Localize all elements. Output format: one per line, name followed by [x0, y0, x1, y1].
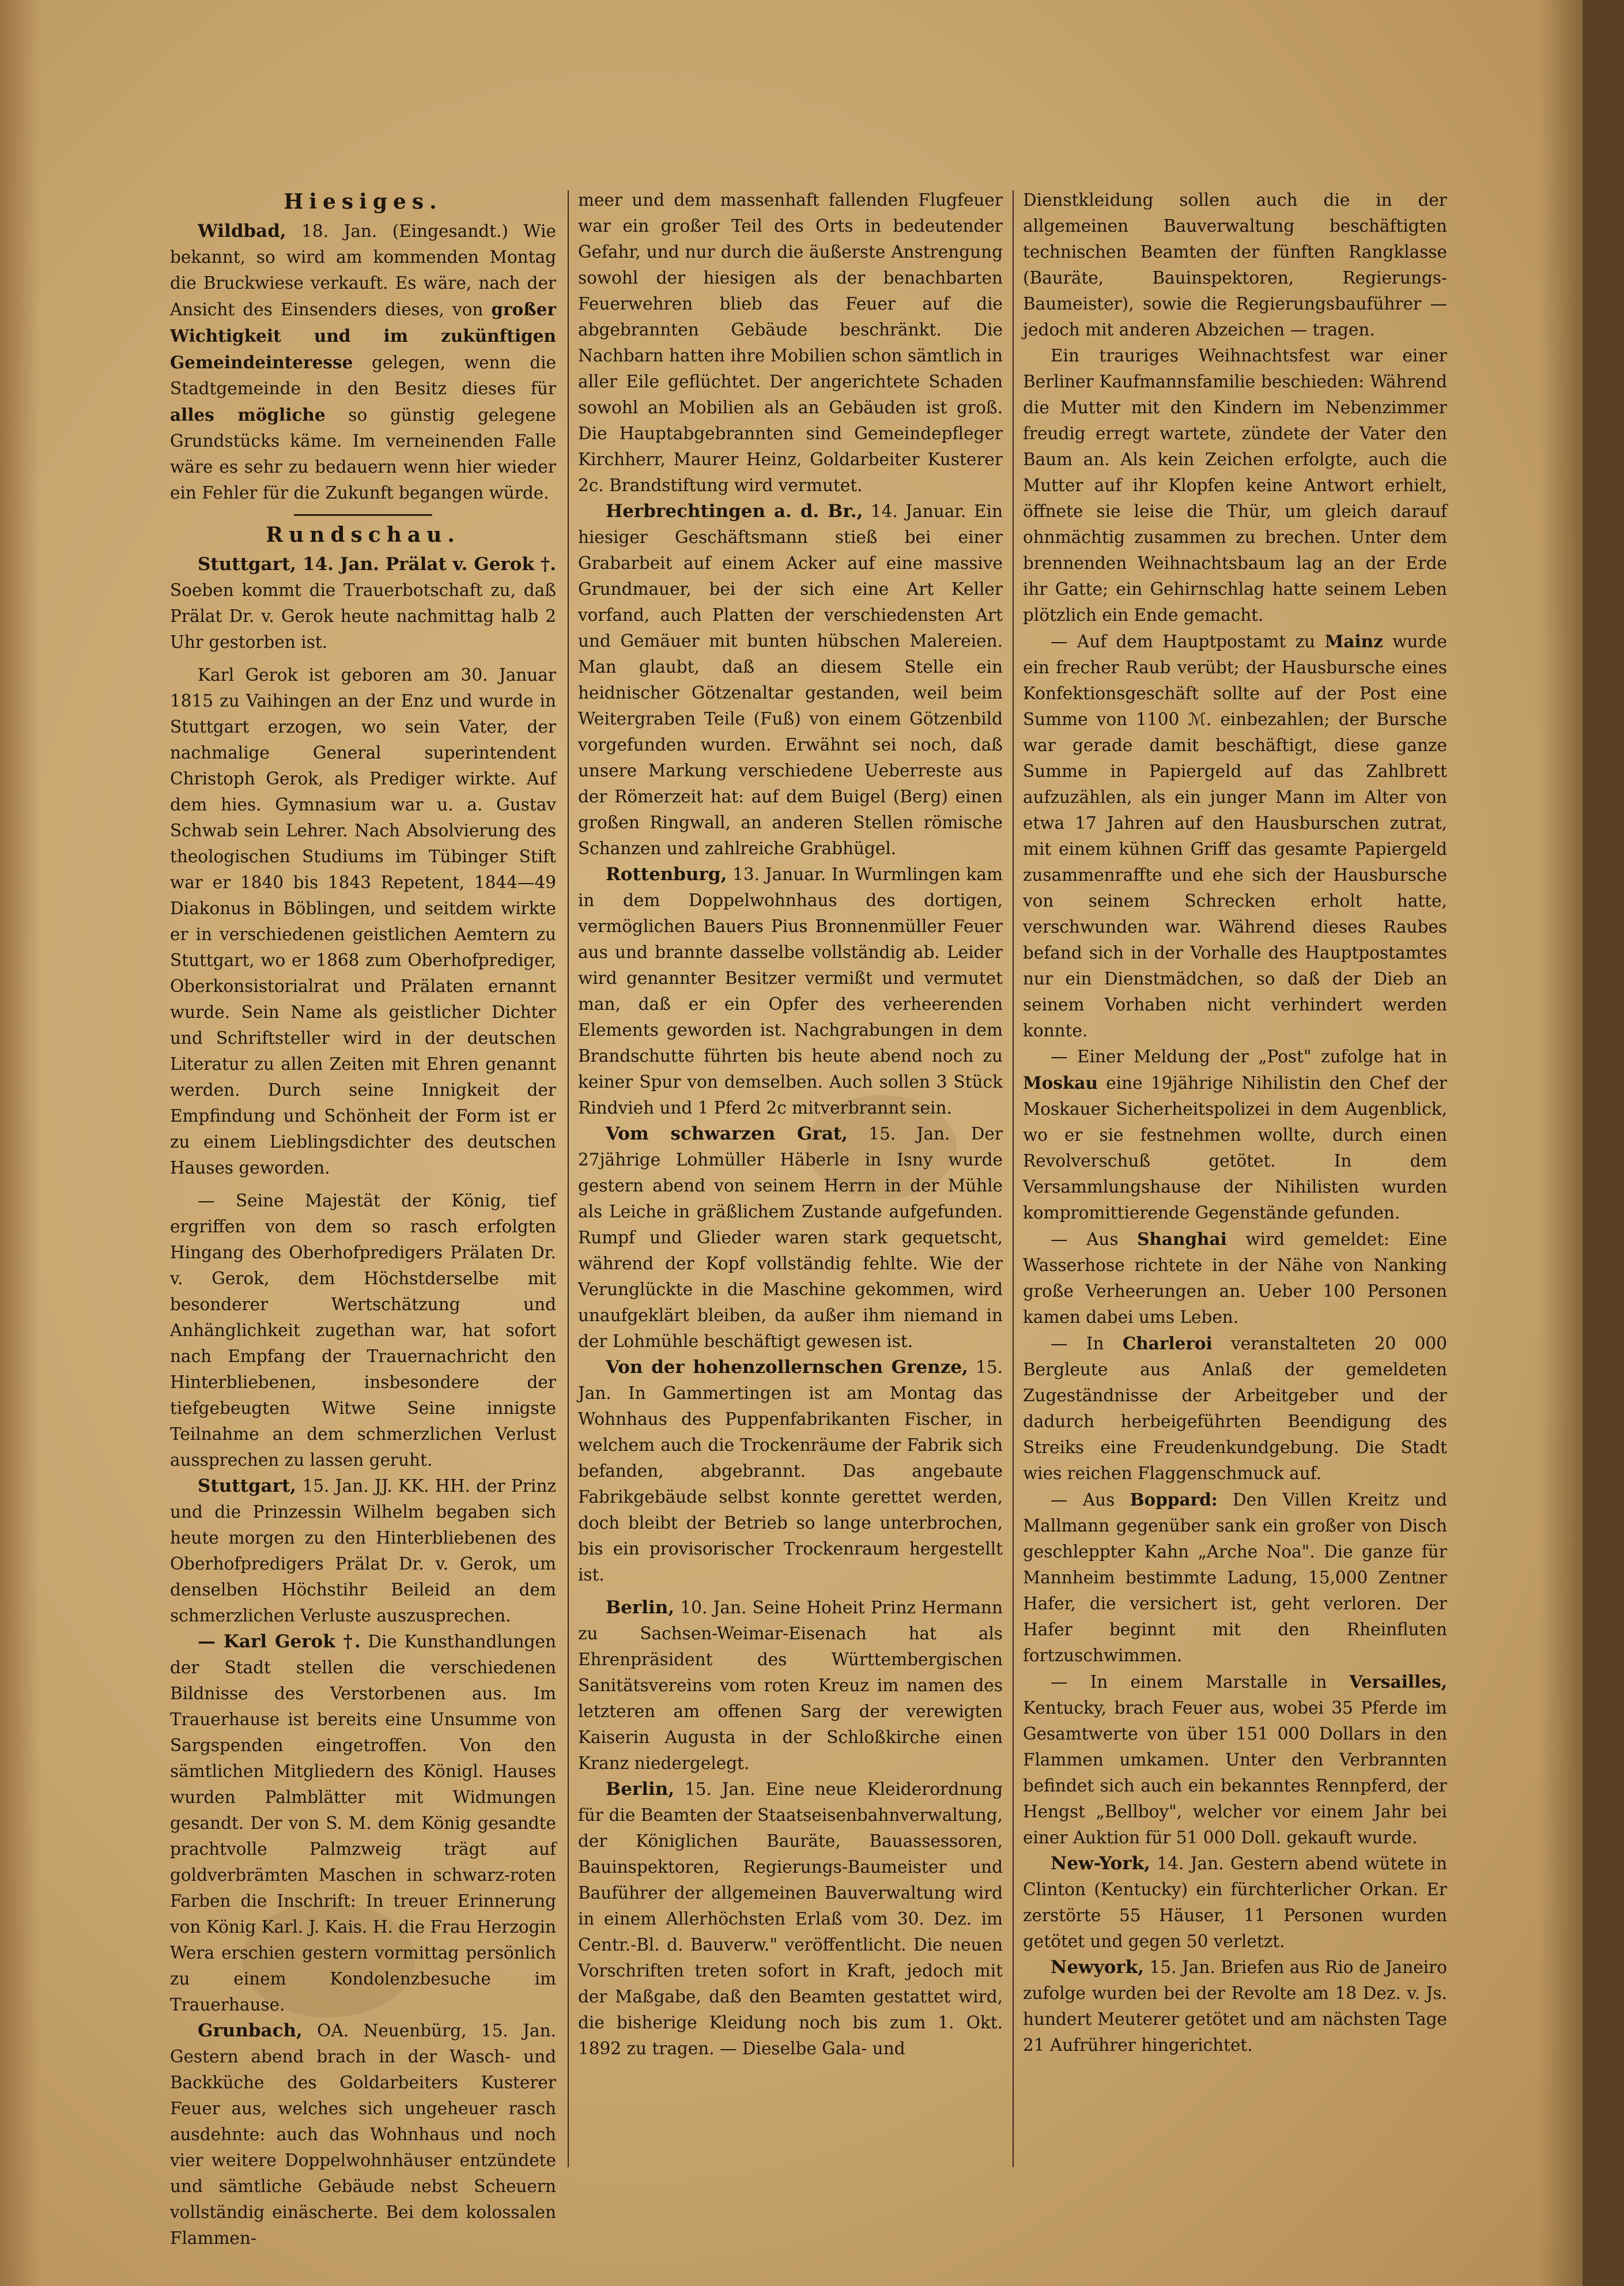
article-text: 18. Jan. (Eingesandt.) Wie bekannt, so wird am kommenden Montag die Bruckwiese verkauft. Es wäre, nach der Ansicht des Einsenders dieses, von: [170, 221, 556, 319]
article-stuttgart-gerok: [170, 552, 556, 655]
page-shadow-left: [0, 0, 40, 2286]
section-divider: [294, 514, 432, 516]
dateline: New-York,: [1051, 1853, 1150, 1874]
article-berlin-1: [578, 1595, 1003, 1776]
article-text: 15. Jan. In Gammertingen ist am Montag das Wohnhaus des Puppenfabrikanten Fischer, in welchem auch die Trockenräume der Fabrik sich befanden, abgebrannt. Das angebaute Fabrikgebäude selbst konnte gerettet werden, doch bleibt der Betrieb so lange unterbrochen, bis ein provisorischer Trockenraum hergestellt ist.: [578, 1357, 1003, 1585]
dateline: Rottenburg,: [606, 864, 727, 885]
dateline: Grunbach,: [198, 2020, 303, 2041]
place-name: Boppard:: [1130, 1489, 1218, 1510]
article-text: 13. Januar. In Wurmlingen kam in dem Doppelwohnhaus des dortigen, vermöglichen Bauers Pius Bronnenmüller Feuer aus und brannte dasselbe vollständig ab. Leider wird genannter Besitzer vermißt und vermutet man, daß er ein Opfer des verheerenden Elements geworden ist. Nachgrabungen in dem Brandschutte führten bis heute abend noch zu keiner Spur von demselben. Auch sollen 3 Stück Rindvieh und 1 Pferd 2c mitverbrannt sein.: [578, 865, 1003, 1118]
article-grunbach-continued: meer und dem massenhaft fallenden Flugfeuer war ein großer Teil des Orts in bedeutender Gefahr, und nur durch die äußerste Anstrengung sowohl der hiesigen als der benachbarten Feuerwehren blieb das Feuer auf die abgebrannten Gebäude beschränkt. Die Nachbarn hatten ihre Mobilien schon sämtlich in aller Eile geflüchtet. Der angerichtete Schaden sowohl an Mobilien als an Gebäuden ist groß. Die Hauptabgebrannten sind Gemeindepfleger Kirchherr, Maurer Heinz, Goldarbeiter Kusterer 2c. Brandstiftung wird vermutet.: [578, 190, 1003, 495]
article-text: gelegen, wenn die Stadtgemeinde in den Besitz dieses für: [170, 353, 556, 398]
article-text: — Einer Meldung der „Post" zufolge hat in: [1051, 1047, 1447, 1066]
article-text: 14. Januar. Ein hiesiger Geschäftsmann stieß bei einer Grabarbeit auf einem Acker auf eine massive Grundmauer, bei der sich eine Art Keller vorfand, auch Platten der verschiedensten Art und Gemäuer mit bunten hübschen Malereien. Man glaubt, daß an diesem Stelle ein heidnischer Götzenaltar gestanden, weil beim Weitergraben Teile (Fuß) von einem Götzenbild vorgefunden wurden. Erwähnt sei noch, daß unsere Markung verschiedene Ueberreste aus der Römerzeit hat: auf dem Buigel (Berg) einen großen Ringwall, an anderen Stellen römische Schanzen und zahlreiche Grabhügel.: [578, 501, 1003, 858]
emphasis: alles mögliche: [170, 405, 326, 425]
article-grunbach: [170, 2018, 556, 2251]
article-berlin-2-continued: Dienstkleidung sollen auch die in der allgemeinen Bauverwaltung beschäftigten technischen Beamten der fünften Rangklasse (Bauräte, Bauinspektoren, Regierungs-Baumeister), sowie die Regierungsbauführer — jedoch mit anderen Abzeichen — tragen.: [1023, 190, 1447, 339]
section-heading-hiesiges: Hiesiges.: [284, 190, 443, 214]
dateline: Berlin,: [606, 1779, 675, 1800]
article-text: OA. Neuenbürg, 15. Jan. Gestern abend brach in der Wasch- und Backküche des Goldarbeiters Kusterer Feuer aus, welches sich ungeheuer rasch ausdehnte: auch das Wohnhaus und noch vier weitere Doppelwohnhäuser entzündete und sämtliche Gebäude nebst Scheuern vollständig einäscherte. Bei dem kolossalen Flammen-: [170, 2021, 556, 2248]
place-name: Charleroi: [1122, 1333, 1213, 1353]
article-text: wird gemeldet: Eine Wasserhose richtete in der Nähe von Nanking große Verheerungen an. Ueber 100 Personen kamen dabei ums Leben.: [1023, 1229, 1448, 1327]
article-shanghai: [1023, 1226, 1447, 1330]
article-karl-gerok: [170, 1629, 556, 2018]
dateline: Von der hohenzollernschen Grenze,: [606, 1357, 968, 1378]
article-berlin-2: [578, 1776, 1003, 2062]
article-weihnacht: Ein trauriges Weihnachtsfest war einer Berliner Kaufmannsfamilie beschieden: Während die Mutter mit den Kindern im Nebenzimmer freudig erregt wartete, zündete der Vater den Baum an. Als kein Zeichen erfolgte, auch die Mutter auf ihr Klopfen keine Antwort erhielt, öffnete sie leise die Thür, um gleich darauf ohnmächtig zusammen zu brechen. Unter dem brennenden Weihnachtsbaum lag an der Erde ihr Gatte; ein Gehirnschlag hatte seinem Leben plötzlich ein Ende gemacht.: [1023, 346, 1447, 625]
place-name: Shanghai: [1137, 1229, 1227, 1249]
page-shadow-right: [1539, 0, 1579, 2286]
emphasis: großer Wichtigkeit und im zukünftigen Gemeindeinteresse: [170, 299, 556, 372]
dateline: Stuttgart, 14. Jan. Prälat v. Gerok †.: [198, 554, 556, 575]
article-text: veranstalteten 20 000 Bergleute aus Anlaß der gemeldeten Zugeständnisse der Arbeitgeber und der dadurch herbeigeführten Beendigung des Streiks eine Freudenkundgebung. Die Stadt wies reichen Flaggenschmuck auf.: [1023, 1334, 1447, 1483]
dateline: Vom schwarzen Grat,: [606, 1123, 848, 1144]
dateline: Wildbad,: [198, 221, 286, 242]
place-name: Moskau: [1023, 1073, 1098, 1093]
dateline: Berlin,: [606, 1597, 675, 1618]
column-divider: [1013, 190, 1014, 2167]
article-text: 15. Jan. Der 27jährige Lohmüller Häberle in Isny wurde gestern abend von seinem Herrn in der Mühle als Leiche in gräßlichem Zustande aufgefunden. Rumpf und Glieder waren stark gequetscht, während der Kopf vollständig fehlte. Wie der Verunglückte in die Maschine gekommen, wird unaufgeklärt bleiben, da außer ihm niemand in der Lohmühle beschäftigt gewesen ist.: [578, 1124, 1003, 1351]
article-text: Die Kunsthandlungen der Stadt stellen die verschiedenen Bildnisse des Verstorbenen aus. Im Trauerhause ist bereits eine Unsumme von Sargspenden eingetroffen. Von den sämtlichen Mitgliedern des Königl. Hauses wurden Palmblätter mit Widmungen gesandt. Der von S. M. dem König gesandte prachtvolle Palmzweig trägt auf goldverbrämten Maschen in schwarz-roten Farben die Inschrift: In treuer Erinnerung von König Karl. J. Kais. H. die Frau Herzogin Wera erschien gestern vormittag persönlich zu einem Kondolenzbesuche im Trauerhause.: [170, 1632, 556, 2015]
article-versailles: [1023, 1669, 1447, 1851]
dateline: — Karl Gerok †.: [198, 1631, 361, 1652]
article-charleroi: [1023, 1330, 1447, 1487]
article-text: Kentucky, brach Feuer aus, wobei 35 Pferde im Gesamtwerte von über 151 000 Dollars in den Flammen umkamen. Unter den Verbrannten befindet sich auch ein bekanntes Rennpferd, der Hengst „Bellboy", welcher vor einem Jahr bei einer Auktion für 51 000 Doll. gekauft wurde.: [1023, 1698, 1447, 1847]
article-text: — Aus: [1051, 1490, 1130, 1510]
article-stuttgart-prinz: [170, 1473, 556, 1629]
article-text: so günstig gelegene Grundstücks käme. Im verneinenden Falle wäre es sehr zu bedauern wenn hier wieder ein Fehler für die Zukunft begangen würde.: [170, 405, 556, 503]
article-text: 15. Jan. JJ. KK. HH. der Prinz und die Prinzessin Wilhelm begaben sich heute morgen zu den Hinterbliebenen des Oberhofpredigers Prälat Dr. v. Gerok, um denselben Höchstihr Beileid an dem schmerzlichen Verluste auszusprechen.: [170, 1476, 556, 1625]
article-text: 14. Jan. Gestern abend wütete in Clinton (Kentucky) ein fürchterlicher Orkan. Er zerstörte 55 Häuser, 11 Personen wurden getötet und gegen 50 verletzt.: [1023, 1854, 1447, 1951]
place-name: Mainz: [1324, 631, 1383, 651]
section-heading-rundschau: Rundschau.: [266, 523, 460, 547]
article-moskau: [1023, 1044, 1447, 1226]
article-text: 15. Jan. Eine neue Kleiderordnung für die Beamten der Staatseisenbahnverwaltung, der Königlichen Bauräte, Bauassessoren, Bauinspektoren, Regierungs-Baumeister und Bauführer der allgemeinen Bauverwaltung wird in einem Allerhöchsten Erlaß vom 30. Dez. im Centr.-Bl. d. Bauverw." veröffentlicht. Die neuen Vorschriften treten sofort in Kraft, jedoch mit der Maßgabe, daß den Beamten gestattet wird, die bisherige Kleidung noch bis zum 1. Okt. 1892 zu tragen. — Dieselbe Gala- und: [578, 1779, 1003, 2058]
article-gerok-biography: Karl Gerok ist geboren am 30. Januar 1815 zu Vaihingen an der Enz und wurde in Stuttgart erzogen, wo sein Vater, der nachmalige General superintendent Christoph Gerok, als Prediger wirkte. Auf dem hies. Gymnasium war u. a. Gustav Schwab sein Lehrer. Nach Absolvierung des theologischen Studiums im Tübinger Stift war er 1840 bis 1843 Repetent, 1844—49 Diakonus in Böblingen, und seitdem wirkte er in verschiedenen geistlichen Aemtern zu Stuttgart, wo er 1868 zum Oberhofprediger, Oberkonsistorialrat und Prälaten ernannt wurde. Sein Name als geistlicher Dichter und Schriftsteller wird in der deutschen Literatur zu allen Zeiten mit Ehren genannt werden. Durch seine Innigkeit der Empfindung und Schönheit der Form ist er zu einem Lieblingsdichter des deutschen Hauses geworden.: [170, 665, 556, 1178]
article-boppard: [1023, 1487, 1447, 1669]
article-text: — Auf dem Hauptpostamt zu: [1051, 632, 1325, 651]
column-2: [578, 187, 1003, 2193]
article-schwarzen-grat: [578, 1121, 1003, 1355]
article-text: 15. Jan. Briefen aus Rio de Janeiro zufolge wurden bei der Revolte am 18 Dez. v. Js. hundert Meuterer getötet und am nächsten Tage 21 Aufrührer hingerichtet.: [1023, 1957, 1447, 2055]
article-majestaet: — Seine Majestät der König, tief ergriffen von dem so rasch erfolgten Hingang des Oberhofpredigers Prälaten Dr. v. Gerok, dem Höchstderselbe mit besonderer Wertschätzung und Anhänglichkeit zugethan war, hat sofort nach Empfang der Trauernachricht den Hinterbliebenen, insbesondere der tiefgebeugten Witwe Seine innigste Teilnahme an dem schmerzlichen Verlust aussprechen zu lassen geruht.: [170, 1191, 556, 1470]
dateline: Newyork,: [1051, 1957, 1145, 1978]
column-1: [170, 187, 556, 2248]
article-new-york-2: [1023, 1955, 1447, 2058]
dateline: Herbrechtingen a. d. Br.,: [606, 501, 863, 522]
article-new-york-1: [1023, 1851, 1447, 1955]
article-hohenzollern: [578, 1355, 1003, 1588]
article-text: — Aus: [1051, 1229, 1138, 1249]
article-text: — In einem Marstalle in: [1051, 1672, 1350, 1692]
article-herbrechtingen: [578, 499, 1003, 862]
article-text: 10. Jan. Seine Hoheit Prinz Hermann zu Sachsen-Weimar-Eisenach hat als Ehrenpräsident des Württembergischen Sanitätsvereins vom roten Kreuz im namen des letzteren am offenen Sarg der verewigten Kaiserin Augusta in der Schloßkirche einen Kranz niedergelegt.: [578, 1598, 1003, 1773]
column-divider: [568, 190, 569, 2167]
article-text: — In: [1051, 1334, 1123, 1353]
place-name: Versailles,: [1349, 1672, 1447, 1692]
article-text: eine 19jährige Nihilistin den Chef der Moskauer Sicherheitspolizei in dem Augenblick, wo er sie festnehmen wollte, durch einen Revolverschuß getötet. In dem Versammlungshause der Nihilisten wurden kompromittierende Gegenstände gefunden.: [1023, 1073, 1447, 1223]
article-text: wurde ein frecher Raub verübt; der Hausbursche eines Konfektionsgeschäft sollte auf der Post eine Summe von 1100 ℳ. einbezahlen; der Bursche war gerade damit beschäftigt, diese ganze Summe in Papiergeld auf das Zahlbrett aufzuzählen, als ein junger Mann im Alter von etwa 17 Jahren auf den Hausburschen zutrat, mit einem kühnen Griff das gesamte Papiergeld zusammenraffte und ehe sich der Hausbursche von seinem Schrecken erholt hatte, verschwunden war. Während dieses Raubes befand sich in der Vorhalle des Hauptpostamtes nur ein Dienstmädchen, so daß der Dieb an seinem Vorhaben nicht verhindert werden konnte.: [1023, 632, 1447, 1040]
article-mainz: [1023, 628, 1447, 1044]
column-3: [1023, 187, 1447, 2193]
article-text: Den Villen Kreitz und Mallmann gegenüber sank ein großer von Disch geschleppter Kahn „Arche Noa". Die ganze für Mannheim bestimmte Ladung, 15,000 Zentner Hafer, die versichert ist, geht verloren. Der Hafer beginnt mit den Rheinfluten fortzuschwimmen.: [1023, 1490, 1447, 1665]
article-rottenburg: [578, 862, 1003, 1121]
article-text: Soeben kommt die Trauerbotschaft zu, daß Prälat Dr. v. Gerok heute nachmittag halb 2 Uhr gestorben ist.: [170, 580, 556, 652]
dateline: Stuttgart,: [198, 1476, 297, 1496]
article-wildbad: [170, 218, 556, 506]
